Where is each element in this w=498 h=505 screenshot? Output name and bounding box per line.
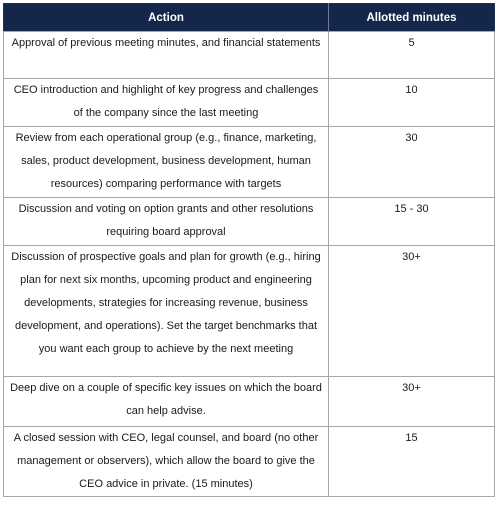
table-row [4,32,495,79]
action-column-header: Action [4,4,329,32]
table-row [4,427,495,497]
action-cell: CEO introduction and highlight of key progress and challenges of the company since the last meeting [4,79,329,127]
agenda-table [3,3,495,497]
action-cell: Discussion of prospective goals and plan for growth (e.g., hiring plan for next six months, upcoming product and engineering developments, strategies for increasing revenue, business development, and operations). Set the target benchmarks that you want each group to achieve by the next meeting [4,246,329,377]
action-cell: Review from each operational group (e.g., finance, marketing, sales, product development, business development, human resources) comparing performance with targets [4,127,329,198]
minutes-cell: 15 [329,427,495,497]
table-row [4,246,495,377]
minutes-cell: 10 [329,79,495,127]
table-row [4,198,495,246]
minutes-cell: 30 [329,127,495,198]
minutes-cell: 30+ [329,377,495,427]
minutes-cell: 30+ [329,246,495,377]
table-header-row [4,4,495,32]
minutes-cell: 5 [329,32,495,79]
action-cell: Deep dive on a couple of specific key issues on which the board can help advise. [4,377,329,427]
table-row [4,127,495,198]
action-cell: Approval of previous meeting minutes, and financial statements [4,32,329,79]
action-cell: A closed session with CEO, legal counsel, and board (no other management or observers), which allow the board to give the CEO advice in private. (15 minutes) [4,427,329,497]
table-row [4,377,495,427]
minutes-cell: 15 - 30 [329,198,495,246]
table-row [4,79,495,127]
action-cell: Discussion and voting on option grants and other resolutions requiring board approval [4,198,329,246]
minutes-column-header: Allotted minutes [329,4,495,32]
